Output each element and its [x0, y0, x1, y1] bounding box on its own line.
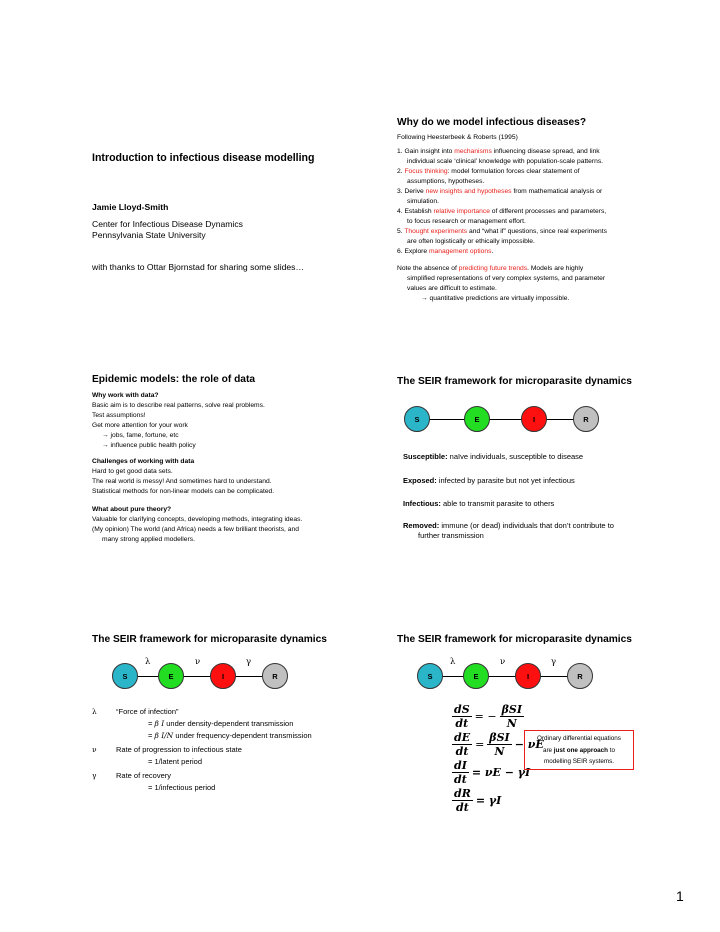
param-lambda-eq1: = β I under density-dependent transmission [148, 719, 294, 728]
note-highlight: predicting future trends [458, 265, 528, 272]
reason-item: 4. Establish relative importance of different processes and parameters, to focus research or management effort. [397, 208, 607, 225]
note-text-post: . Models are highly [527, 265, 584, 272]
def-susceptible: Susceptible: naïve individuals, susceptible to disease [403, 452, 584, 461]
data-line: → jobs, fame, fortune, etc [102, 432, 179, 439]
node-i: I [515, 663, 541, 689]
param-gamma-eq: = 1/infectious period [148, 783, 216, 792]
slide3-body [92, 391, 352, 545]
note-line-2: simplified representations of very complex systems, and parameter [407, 275, 606, 282]
slide2-title: Why do we model infectious diseases? [397, 117, 587, 128]
rate-gamma: γ [246, 657, 252, 667]
node-e: E [158, 663, 184, 689]
slide1-affiliation-2: Pennsylvania State University [92, 230, 206, 240]
slide3-title: Epidemic models: the role of data [92, 374, 256, 385]
ode-note-box [524, 730, 634, 770]
slide1-title: Introduction to infectious disease modelling [92, 152, 315, 164]
note-line-3: values are difficult to estimate. [407, 285, 497, 292]
node-s: S [404, 406, 430, 432]
rate-nu: ν [500, 657, 506, 667]
data-heading-1: Why work with data? [92, 392, 159, 399]
data-line: The real world is messy! And sometimes hard to understand. [92, 478, 272, 485]
slide6-title: The SEIR framework for microparasite dynamics [397, 634, 632, 645]
note-text-pre: Note the absence of [397, 265, 459, 272]
param-lambda-desc: “Force of infection” [116, 707, 179, 716]
diagram-connector [417, 419, 587, 420]
slide4-title: The SEIR framework for microparasite dynamics [397, 376, 632, 387]
slide1-thanks: with thanks to Ottar Bjornstad for sharing some slides… [92, 262, 305, 272]
slide2-source: Following Heesterbeek & Roberts (1995) [397, 134, 518, 141]
diagram-connector [430, 676, 580, 677]
reason-item: 1. Gain insight into mechanisms influencing disease spread, and link individual scale ‘clinical’ knowledge with population-scale patterns. [397, 148, 604, 165]
node-r: R [262, 663, 288, 689]
rate-nu: ν [195, 657, 201, 667]
equation-ds: $\frac{dS}{dt}$ = − $\frac{\text{βSI}}{N}$ [454, 703, 522, 730]
slide5-params [92, 707, 372, 795]
reason-item: 2. Focus thinking: model formulation forces clear statement of assumptions, hypotheses. [397, 168, 580, 185]
data-heading-2: Challenges of working with data [92, 458, 195, 465]
slide1-affiliation-1: Center for Infectious Disease Dynamics [92, 219, 243, 229]
data-line: Valuable for clarifying concepts, developing methods, integrating ideas. [92, 516, 303, 523]
seir-diagram-1 [404, 406, 608, 434]
data-line: many strong applied modellers. [102, 536, 195, 543]
data-line: Get more attention for your work [92, 422, 188, 429]
rate-lambda: λ [145, 657, 151, 667]
param-lambda-eq2: = β I/N under frequency-dependent transmission [148, 731, 312, 740]
node-e: E [463, 663, 489, 689]
data-line: Test assumptions! [92, 412, 146, 419]
slide1-author: Jamie Lloyd-Smith [92, 202, 169, 212]
equation-de: $\frac{dE}{dt}$ = $\frac{\text{βSI}}{N}$ − νE [454, 731, 544, 758]
data-line: → influence public health policy [102, 442, 196, 449]
param-nu-desc: Rate of progression to infectious state [116, 745, 242, 754]
ode-note-line-3: modelling SEIR systems. [544, 758, 614, 765]
diagram-connector [125, 676, 275, 677]
node-s: S [112, 663, 138, 689]
node-r: R [573, 406, 599, 432]
seir-diagram-3 [417, 657, 595, 691]
ode-note-line-2: are just one approach to [542, 746, 616, 754]
seir-diagram-2 [112, 657, 290, 691]
param-nu-eq: = 1/latent period [148, 757, 202, 766]
node-s: S [417, 663, 443, 689]
reasons-list [397, 147, 657, 257]
def-infectious: Infectious: able to transmit parasite to others [403, 499, 555, 508]
param-gamma-symbol: γ [92, 771, 97, 780]
data-line: (My opinion) The world (and Africa) needs a few brilliant theorists, and [92, 526, 299, 533]
def-removed-cont: further transmission [418, 531, 484, 540]
param-lambda-symbol: λ [92, 707, 97, 716]
node-i: I [521, 406, 547, 432]
def-removed: Removed: immune (or dead) individuals that don’t contribute to [403, 521, 614, 530]
equation-dr: $\frac{dR}{dt}$ = γI [454, 787, 502, 814]
equation-di: $\frac{dI}{dt}$ = νE − γI [454, 759, 531, 786]
node-r: R [567, 663, 593, 689]
slide2-note [397, 264, 657, 304]
def-exposed: Exposed: infected by parasite but not yet infectious [403, 476, 575, 485]
slide5-title: The SEIR framework for microparasite dynamics [92, 634, 327, 645]
param-gamma-desc: Rate of recovery [116, 771, 172, 780]
reason-item: 6. Explore management options. [397, 248, 494, 255]
rate-lambda: λ [450, 657, 456, 667]
data-heading-3: What about pure theory? [92, 506, 172, 513]
reason-item: 3. Derive new insights and hypotheses from mathematical analysis or simulation. [397, 188, 603, 205]
rate-gamma: γ [551, 657, 557, 667]
data-line: Statistical methods for non-linear models can be complicated. [92, 488, 275, 495]
param-nu-symbol: ν [92, 745, 97, 754]
node-i: I [210, 663, 236, 689]
data-line: Basic aim is to describe real patterns, solve real problems. [92, 402, 265, 409]
reason-item: 5. Thought experiments and “what if” questions, since real experiments are often logistically or ethically impossible. [397, 228, 607, 245]
page-number: 1 [676, 888, 684, 904]
data-line: Hard to get good data sets. [92, 468, 173, 475]
ode-note-line-1: Ordinary differential equations [537, 735, 621, 742]
node-e: E [464, 406, 490, 432]
note-arrow-line: → quantitative predictions are virtually impossible. [421, 295, 570, 302]
